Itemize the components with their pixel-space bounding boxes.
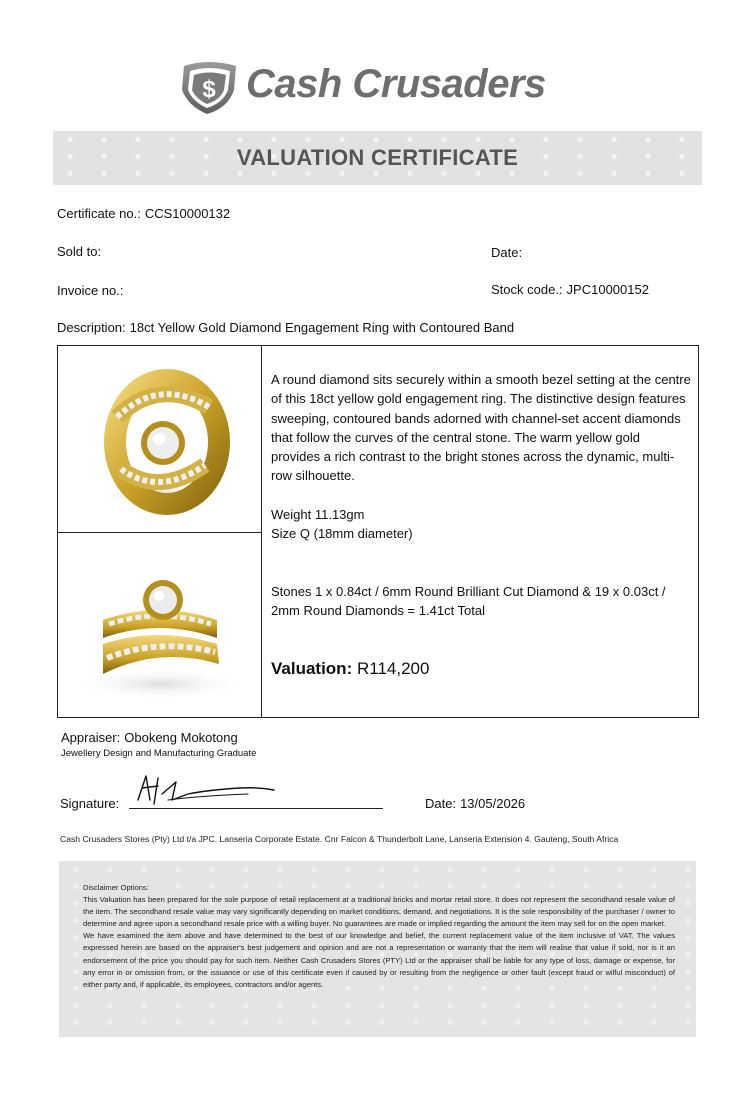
item-description-line: [57, 320, 514, 335]
date-field: [491, 245, 526, 260]
appraiser: [61, 730, 238, 745]
gold-ring-photo-front: [59, 347, 260, 531]
title-banner: [53, 131, 702, 185]
invoice-number: [57, 283, 128, 298]
brand-logo: [176, 60, 586, 120]
appraiser-label: Appraiser:: [61, 730, 121, 745]
disclaimer-text: [83, 882, 675, 991]
item-details-table: [57, 345, 699, 718]
stock-code: [491, 282, 649, 297]
disclaimer-paragraph-2: We have examined the item above and have determined to the best of our knowledge and belief, the current replacement value of the item inclusive of VAT. The values expressed herein are based on the appraiser's best judgement and opinion and are not a representation or warranty that the item will realise that value if sold, nor is it an endorsement of the price you should pay for such item. Neither Cash Crusaders Stores (PTY) Ltd or the appraiser shall be liable for any type of loss, damage or expense, for any error in or omission from, or the issuance or use of this certificate even if caused by or resulting from the negligence or other fault (except fraud or wilful misconduct) of either party and, if applicable, its employees, contractors and/or agents.: [83, 931, 675, 989]
appraiser-title: Jewellery Design and Manufacturing Graduate: [61, 748, 257, 759]
disclaimer-paragraph-1: This Valuation has been prepared for the sole purpose of retail replacement at a traditional bricks and mortar retail store. It does not represent the secondhand resale value of the item. The secondhand resale value may vary significantly depending on market conditions, demand, and negotiations. It is the sole responsibility of the purchaser / owner to determine and agree upon a secondhand resale price with a willing buyer. No guarantees are made or implied regarding the amount the item may sell for on the open market.: [83, 895, 675, 929]
table-divider-horizontal: [58, 532, 261, 533]
appraisal-date-value: 13/05/2026: [460, 796, 526, 811]
table-divider-vertical: [261, 346, 262, 717]
appraiser-name: Obokeng Mokotong: [124, 730, 238, 745]
item-weight: Weight 11.13gm: [271, 507, 365, 522]
disclaimer-box: [59, 861, 696, 1037]
item-size: Size Q (18mm diameter): [271, 526, 413, 541]
handwritten-signature: [128, 770, 278, 810]
company-address: Cash Crusaders Stores (Pty) Ltd t/a JPC. Lanseria Corporate Estate. Cnr Falcon & Thunderbolt Lane, Lanseria Extension 4. Gauteng, South Africa: [60, 834, 619, 844]
signature-label: Signature:: [60, 796, 120, 811]
item-description: A round diamond sits securely within a smooth bezel setting at the centre of this 18ct yellow gold engagement ring. The distinctive design features sweeping, contoured bands adorned with channel-set accent diamonds that follow the curves of the central stone. The warm yellow gold provides a rich contrast to the bright stones across the dynamic, multi-row silhouette.: [271, 372, 691, 484]
invoice-label: Invoice no.:: [57, 283, 124, 298]
certificate-number: [57, 206, 230, 221]
signature-line: [129, 808, 383, 809]
brand-name: Cash Crusaders: [246, 62, 546, 106]
valuation-value: R114,200: [356, 659, 430, 678]
page-title: VALUATION CERTIFICATE: [236, 145, 519, 170]
gold-ring-photo-side: [59, 534, 260, 716]
certificate-label: Certificate no.:: [57, 206, 141, 221]
stock-value: JPC10000152: [566, 282, 649, 297]
sold-to-label: Sold to:: [57, 244, 102, 259]
dollar-shield-icon: [176, 60, 242, 116]
date-label: Date:: [491, 245, 523, 260]
item-stones: Stones 1 x 0.84ct / 6mm Round Brilliant Cut Diamond & 19 x 0.03ct / 2mm Round Diamonds = 1.41ct Total: [271, 584, 666, 619]
appraisal-date: [425, 796, 525, 811]
disclaimer-title: Disclaimer Options:: [83, 883, 149, 892]
svg-text:$: $: [202, 76, 216, 103]
sold-to: [57, 244, 105, 259]
description-label: Description:: [57, 320, 126, 335]
valuation: [271, 659, 429, 679]
description-value: 18ct Yellow Gold Diamond Engagement Ring with Contoured Band: [129, 320, 515, 335]
valuation-label: Valuation:: [271, 659, 353, 678]
certificate-value: CCS10000132: [144, 206, 231, 221]
appraisal-date-label: Date:: [425, 796, 457, 811]
stock-label: Stock code.:: [491, 282, 563, 297]
